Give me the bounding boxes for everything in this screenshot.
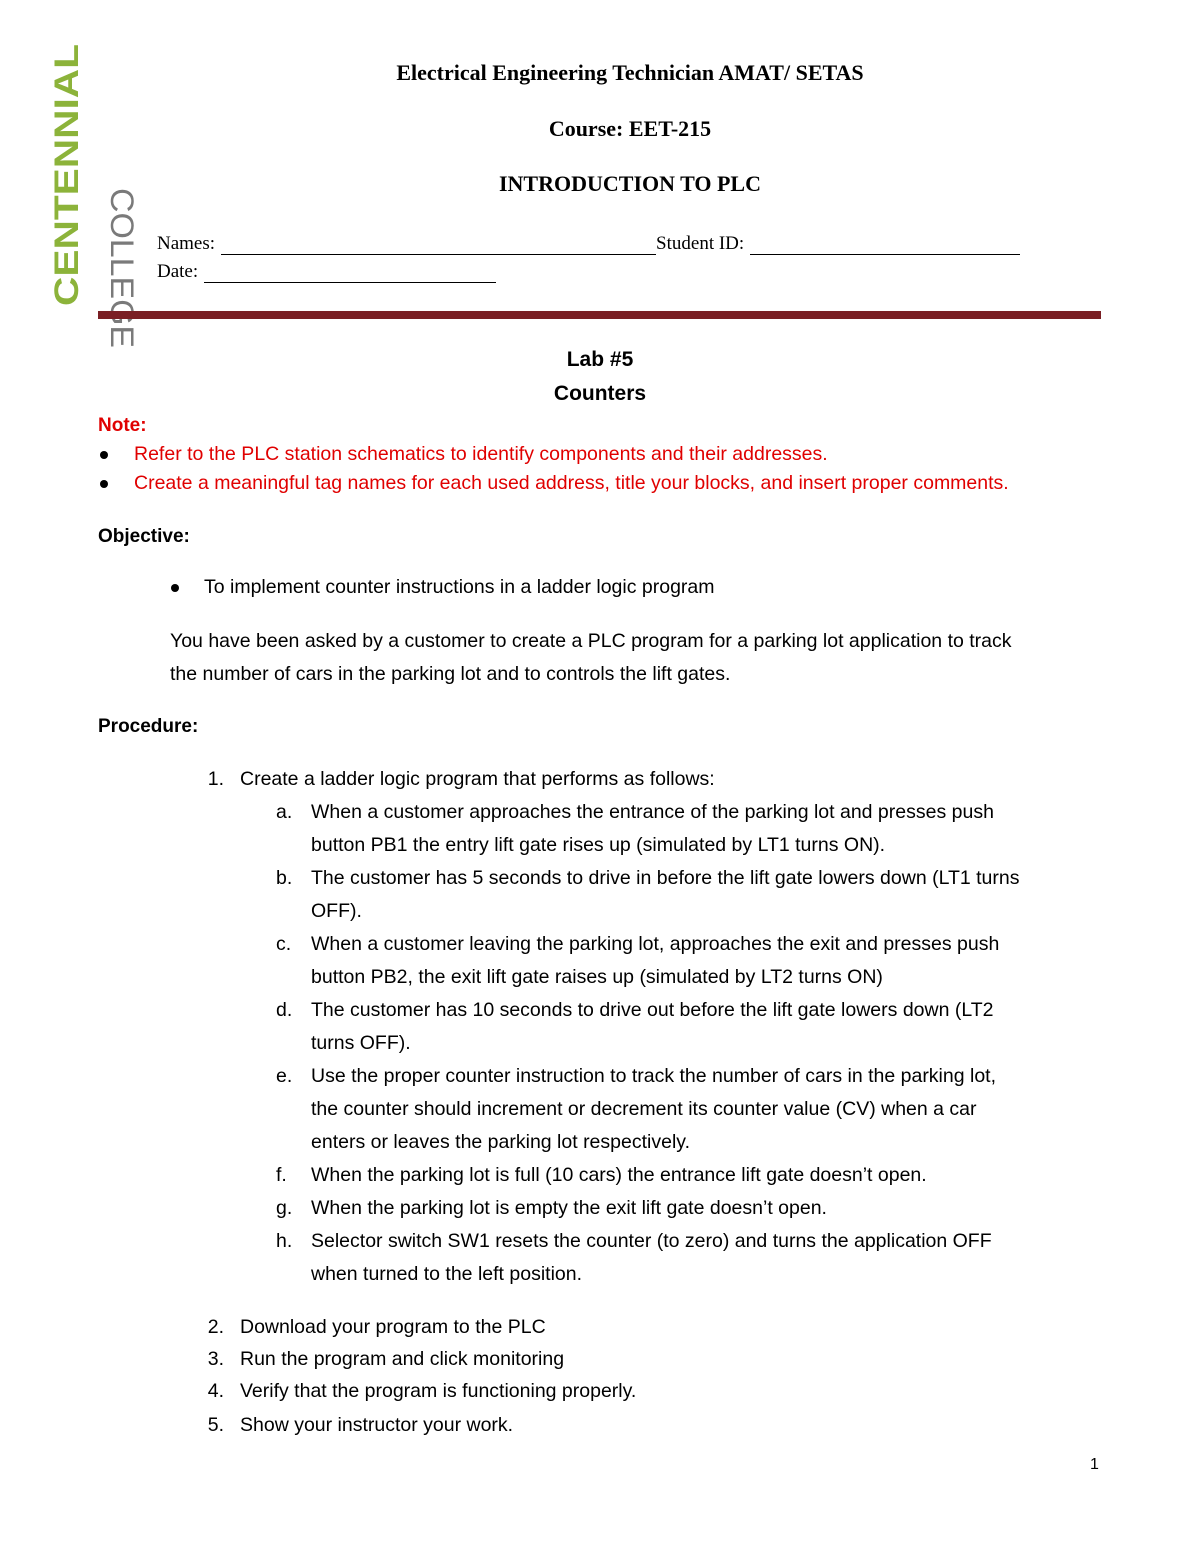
substep-line: When the parking lot is empty the exit lift gate doesn’t open.: [311, 1197, 827, 1219]
substep-letter: g.: [276, 1197, 293, 1219]
college-logo: [48, 28, 140, 340]
logo-text-college: COLLEGE: [104, 188, 140, 340]
student-id-label: Student ID:: [656, 233, 745, 254]
note-item: Create a meaningful tag names for each used address, title your blocks, and insert proper comments.: [134, 472, 1009, 494]
step-number: 2.: [207, 1316, 224, 1338]
objective-paragraph-line: You have been asked by a customer to create a PLC program for a parking lot application to track: [170, 630, 1012, 652]
date-row: [157, 261, 496, 283]
substep-line: enters or leaves the parking lot respectively.: [311, 1131, 690, 1153]
substep-line: turns OFF).: [311, 1032, 411, 1054]
objective-label: Objective:: [98, 526, 190, 547]
substep-letter: h.: [276, 1230, 293, 1252]
substep-letter: b.: [276, 867, 293, 889]
bullet-icon: [100, 480, 108, 488]
objective-bullet: To implement counter instructions in a ladder logic program: [204, 576, 715, 598]
substep-letter: e.: [276, 1065, 293, 1087]
note-item: Refer to the PLC station schematics to identify components and their addresses.: [134, 443, 828, 465]
procedure-label: Procedure:: [98, 716, 199, 737]
substep-line: When the parking lot is full (10 cars) the entrance lift gate doesn’t open.: [311, 1164, 927, 1186]
date-label: Date:: [157, 261, 199, 282]
substep-letter: d.: [276, 999, 293, 1021]
substep-line: button PB2, the exit lift gate raises up (simulated by LT2 turns ON): [311, 966, 883, 988]
substep-line: the counter should increment or decrement its counter value (CV) when a car: [311, 1098, 977, 1120]
substep-line: The customer has 5 seconds to drive in before the lift gate lowers down (LT1 turns: [311, 867, 1020, 889]
substep-line: When a customer leaving the parking lot, approaches the exit and presses push: [311, 933, 1000, 955]
substep-line: OFF).: [311, 900, 362, 922]
lab-number: Lab #5: [566, 348, 634, 371]
student-id-field[interactable]: [750, 236, 1020, 255]
lab-title: Counters: [553, 382, 647, 405]
names-field[interactable]: [221, 236, 656, 255]
names-label: Names:: [157, 233, 216, 254]
course-subject: INTRODUCTION TO PLC: [498, 171, 761, 196]
bullet-icon: [171, 584, 179, 592]
substep-line: When a customer approaches the entrance of the parking lot and presses push: [311, 801, 994, 823]
bullet-icon: [100, 451, 108, 459]
step-number: 3.: [207, 1348, 224, 1370]
substep-letter: c.: [276, 933, 292, 955]
substep-letter: a.: [276, 801, 293, 823]
date-field[interactable]: [204, 264, 496, 283]
substep-letter: f.: [276, 1164, 287, 1186]
substep-line: Use the proper counter instruction to track the number of cars in the parking lot,: [311, 1065, 997, 1087]
logo-text-centennial: CENTENNIAL: [48, 86, 86, 306]
substep-line: button PB1 the entry lift gate rises up (simulated by LT1 turns ON).: [311, 834, 886, 856]
step-number: 5.: [207, 1414, 224, 1436]
step-text: Run the program and click monitoring: [240, 1348, 565, 1370]
course-code: Course: EET-215: [548, 116, 712, 141]
substep-line: Selector switch SW1 resets the counter (to zero) and turns the application OFF: [311, 1230, 992, 1252]
note-label: Note:: [98, 415, 147, 436]
step-text: Download your program to the PLC: [240, 1316, 546, 1338]
names-student-id-row: [157, 233, 1020, 255]
program-title: Electrical Engineering Technician AMAT/ SETAS: [396, 60, 864, 85]
step-number: 1.: [207, 768, 224, 790]
step-text: Verify that the program is functioning properly.: [240, 1380, 637, 1402]
objective-paragraph-line: the number of cars in the parking lot and to controls the lift gates.: [170, 663, 731, 685]
step-text: Create a ladder logic program that performs as follows:: [240, 768, 715, 790]
substep-line: when turned to the left position.: [311, 1263, 583, 1285]
step-text: Show your instructor your work.: [240, 1414, 514, 1436]
page-number: 1: [1090, 1456, 1099, 1473]
substep-line: The customer has 10 seconds to drive out before the lift gate lowers down (LT2: [311, 999, 994, 1021]
step-number: 4.: [207, 1380, 224, 1402]
header-divider: [98, 311, 1101, 319]
